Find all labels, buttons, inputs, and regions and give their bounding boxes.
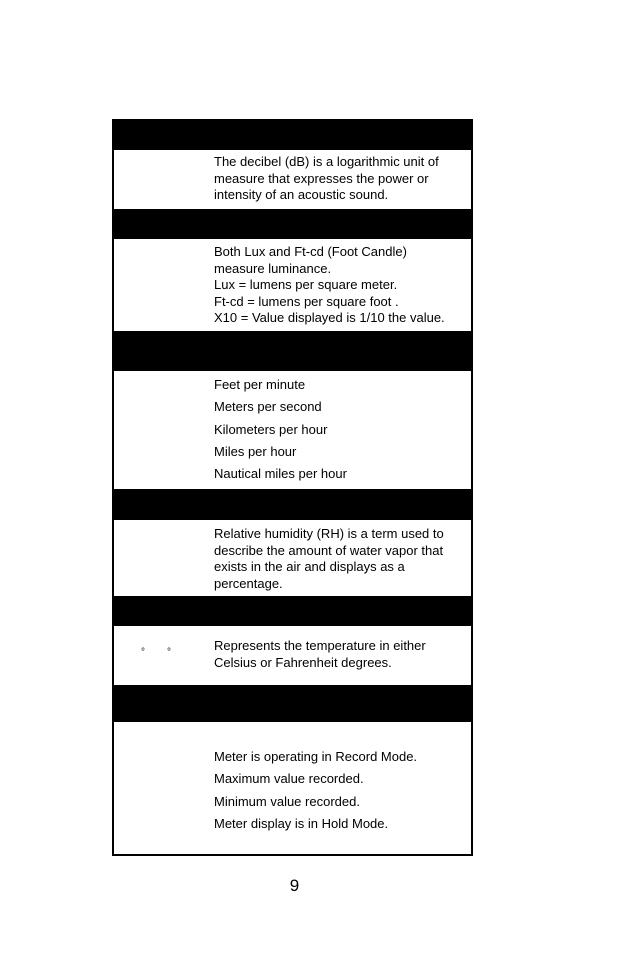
row-temperature <box>114 626 471 685</box>
list-item: Feet per minute <box>214 377 306 392</box>
header-bar-modes <box>114 685 471 722</box>
text-line: Relative humidity (RH) is a term used to <box>214 526 444 541</box>
row-light <box>114 239 471 331</box>
row-air-velocity <box>114 371 471 489</box>
row-humidity <box>114 520 471 596</box>
header-bar-air-velocity <box>114 331 471 371</box>
text-line: measure that expresses the power or <box>214 170 429 186</box>
text-line: The decibel (dB) is a logarithmic unit of <box>214 154 439 169</box>
list-item: Maximum value recorded. <box>214 771 364 787</box>
text-line: percentage. <box>214 575 283 591</box>
degree-symbol: ° <box>167 647 171 658</box>
text-line: describe the amount of water vapor that <box>214 542 444 558</box>
header-bar-humidity <box>114 489 471 520</box>
humidity-description <box>214 526 467 592</box>
list-item: Minimum value recorded. <box>214 793 360 809</box>
header-bar-temperature <box>114 596 471 626</box>
air-velocity-units-list <box>214 377 467 488</box>
text-line: intensity of an acoustic sound. <box>214 187 389 202</box>
text-line: X10 = Value displayed is 1/10 the value. <box>214 310 445 325</box>
list-item: Kilometers per hour <box>214 421 328 437</box>
header-bar-sound <box>114 121 471 150</box>
text-line: Lux = lumens per square meter. <box>214 277 398 292</box>
text-line: Represents the temperature in either <box>214 638 426 653</box>
header-bar-light <box>114 209 471 239</box>
list-item: Meter display is in Hold Mode. <box>214 815 389 831</box>
list-item: Nautical miles per hour <box>214 466 347 482</box>
degree-symbol: ° <box>141 647 145 658</box>
modes-list <box>214 749 467 838</box>
text-line: Ft-cd = lumens per square foot . <box>214 293 399 309</box>
list-item: Meter is operating in Record Mode. <box>214 749 418 764</box>
page-number: 9 <box>289 876 300 895</box>
symbols-table <box>112 119 473 856</box>
text-line: Both Lux and Ft-cd (Foot Candle) <box>214 244 407 259</box>
sound-description <box>214 154 467 204</box>
text-line: exists in the air and displays as a <box>214 559 405 574</box>
text-line: Celsius or Fahrenheit degrees. <box>214 654 392 670</box>
degree-symbols <box>141 648 193 658</box>
text-line: measure luminance. <box>214 260 332 276</box>
temperature-description <box>214 638 467 671</box>
row-sound <box>114 150 471 209</box>
row-modes <box>114 722 471 856</box>
list-item: Meters per second <box>214 399 322 415</box>
light-description <box>214 244 467 327</box>
list-item: Miles per hour <box>214 443 297 459</box>
